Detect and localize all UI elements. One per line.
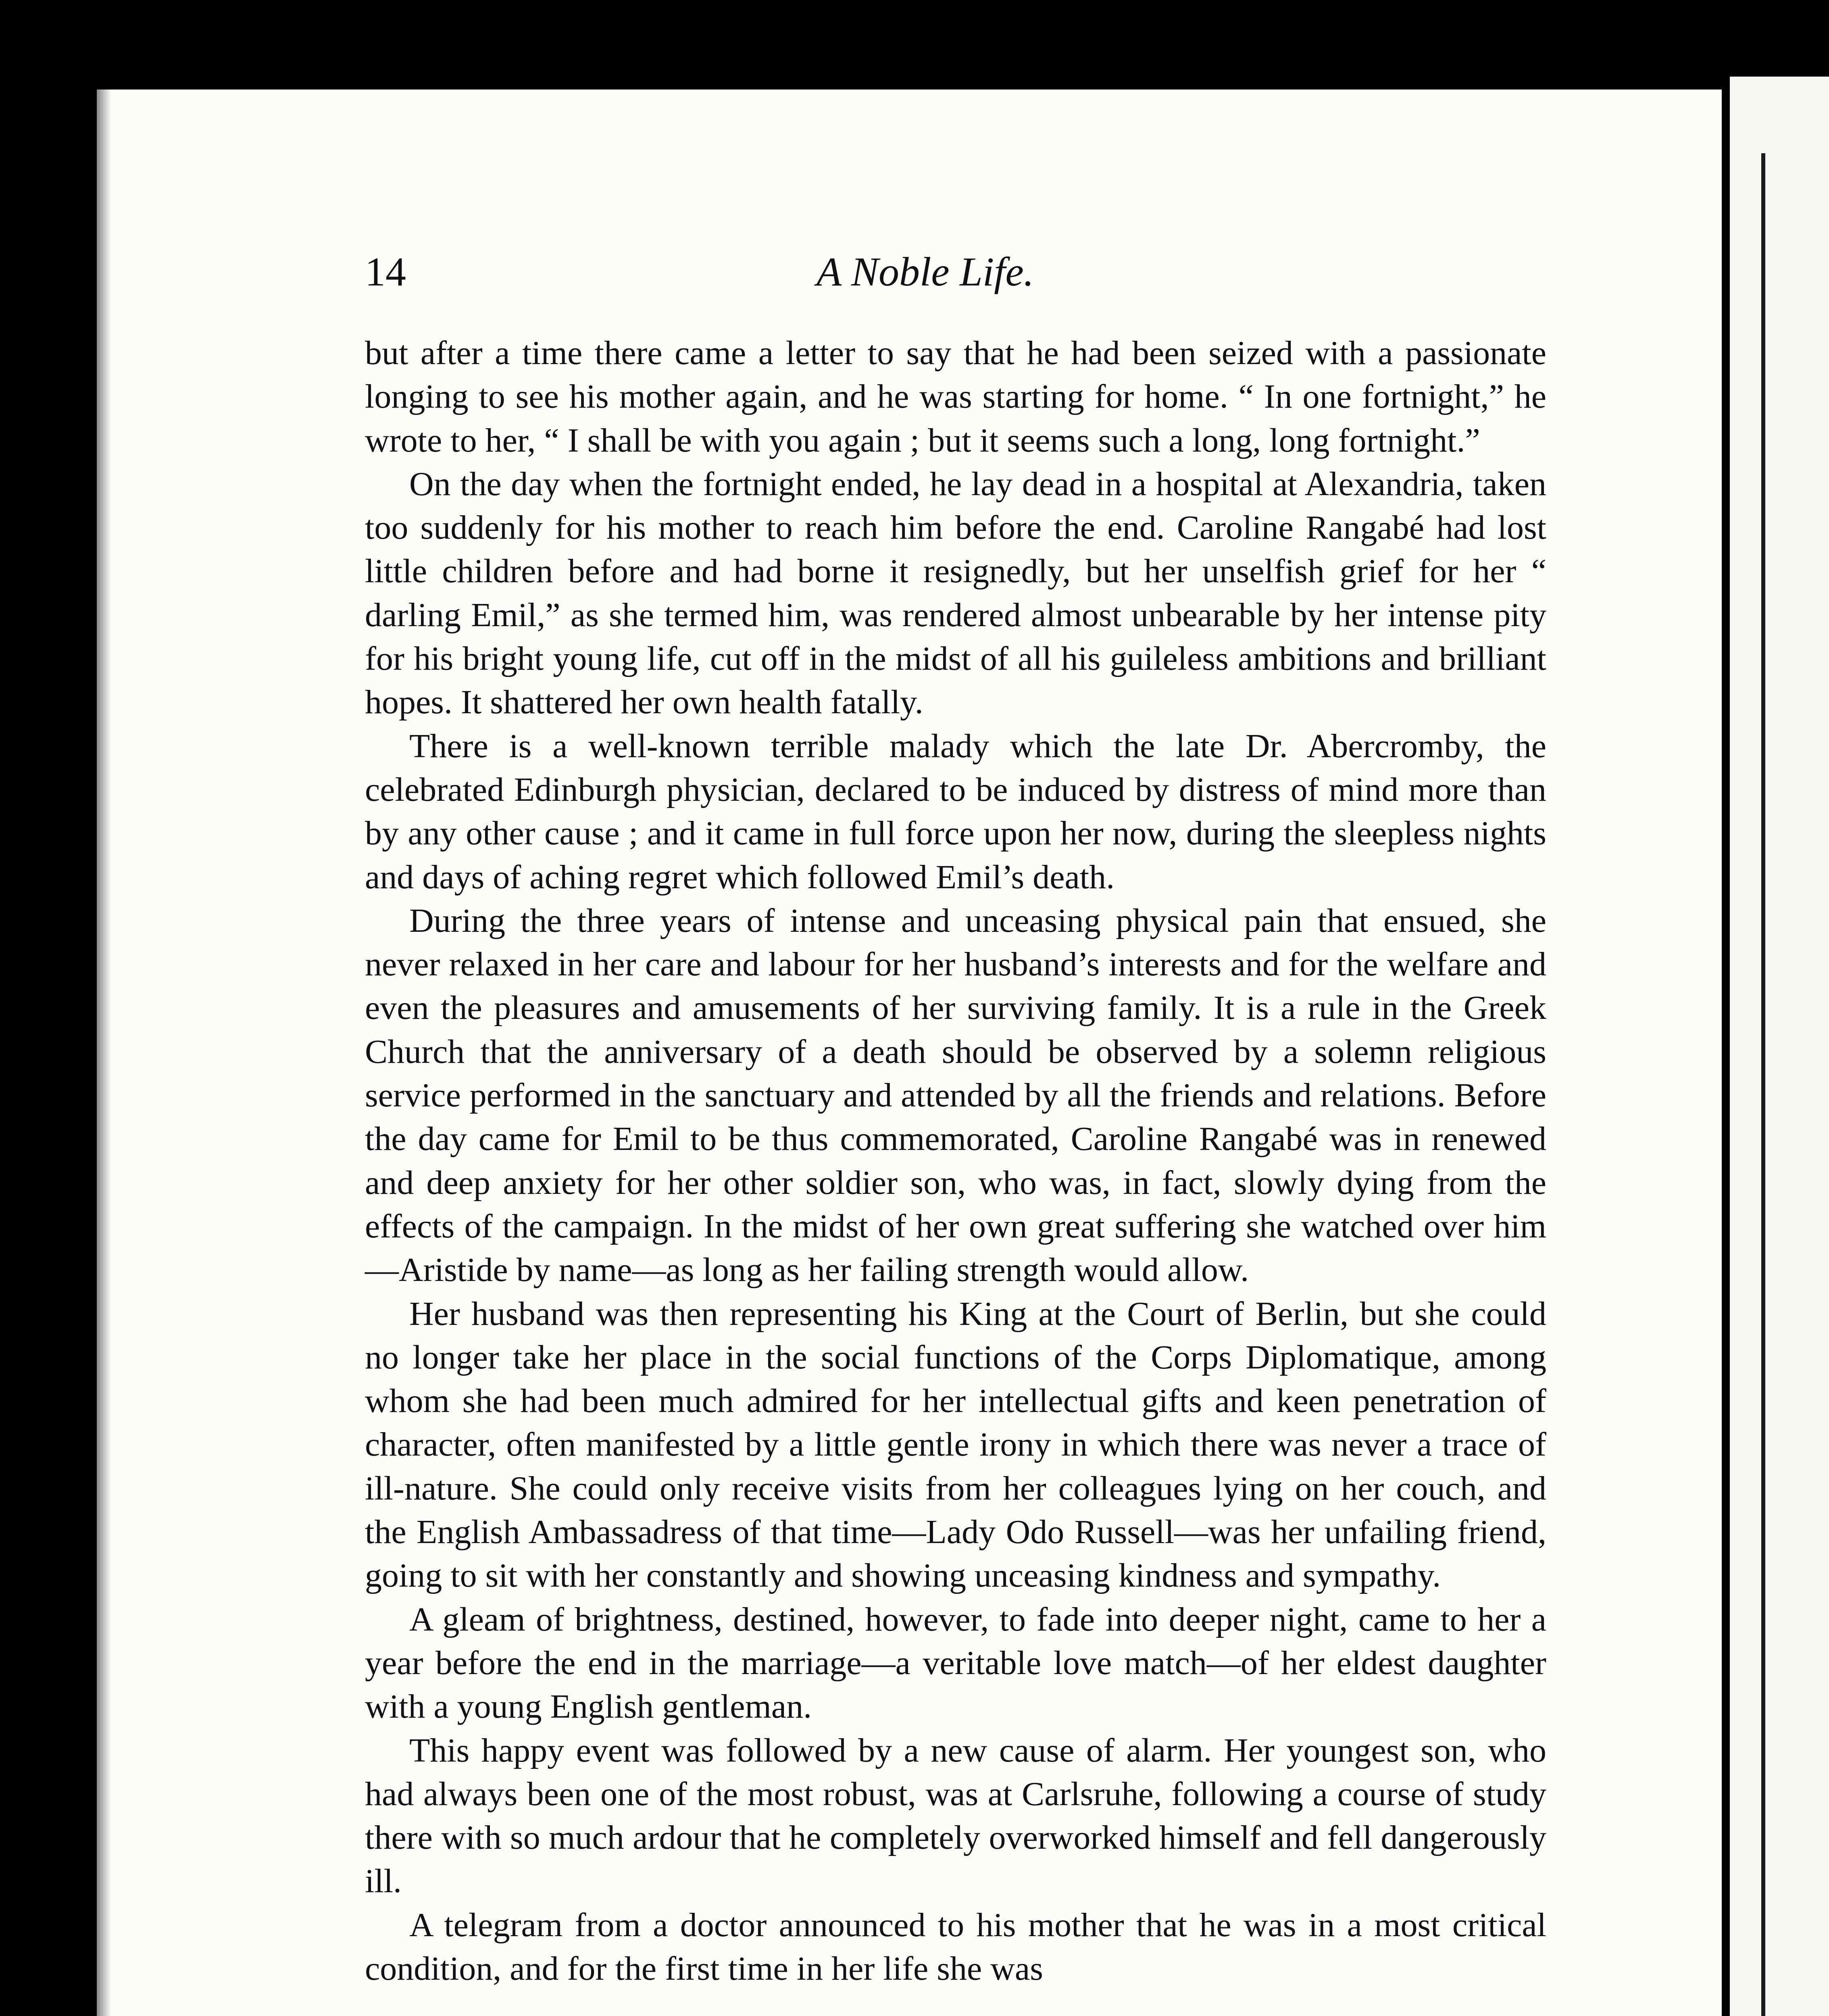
running-head: A Noble Life. bbox=[817, 249, 1034, 295]
paragraph: A telegram from a doctor announced to his mother that he was in a most critical condition, and for the first time in her life she was bbox=[365, 1906, 1546, 1987]
page-gutter-shadow bbox=[97, 90, 111, 2016]
paragraph: On the day when the fortnight ended, he lay dead in a hospital at Alexandria, taken too suddenly for his mother to reach him before the end. Caroline Rangabé had lost little children before and had borne it resignedly, but her unselfish grief for her “ darling Emil,” as she termed him, was rendered almost unbearable by her intense pity for his bright young life, cut off in the midst of all his guileless ambitions and brilliant hopes. It shattered her own health fatally. bbox=[365, 465, 1546, 721]
paragraph: During the three years of intense and unceasing physical pain that ensued, she never relaxed in her care and labour for her husband’s interests and for the welfare and even the pleasures and amusements of her surviving family. It is a rule in the Greek Church that the anniversary of a death should be observed by a solemn religious service performed in the sanctuary and attended by all the friends and relations. Before the day came for Emil to be thus commemorated, Caroline Rangabé was in renewed and deep anxiety for her other soldier son, who was, in fact, slowly dying from the effects of the campaign. In the midst of her own great suffering she watched over him—Aristide by name—as long as her failing strength would allow. bbox=[365, 902, 1546, 1289]
paragraph: This happy event was followed by a new cause of alarm. Her youngest son, who had always been one of the most robust, was at Carlsruhe, following a course of study there with so much ardour that he completely overworked himself and fell dangerously ill. bbox=[365, 1731, 1546, 1900]
body-text bbox=[365, 331, 1546, 2016]
page-header bbox=[365, 242, 1091, 302]
paragraph: A gleam of brightness, destined, however, to fade into deeper night, came to her a year before the end in the marriage—a veritable love match—of her eldest daughter with a young English gentleman. bbox=[365, 1600, 1546, 1726]
facing-page-binding-line bbox=[1761, 153, 1765, 2016]
page-number: 14 bbox=[365, 249, 406, 295]
facing-page-edge bbox=[1730, 77, 1829, 2016]
paragraph: but after a time there came a letter to say that he had been seized with a passionate longing to see his mother again, and he was starting for home. “ In one fortnight,” he wrote to her, “ I shall be with you again ; but it seems such a long, long fortnight.” bbox=[365, 334, 1546, 459]
paragraph: Her husband was then representing his King at the Court of Berlin, but she could no longer take her place in the social functions of the Corps Diplomatique, among whom she had been much admired for her intellectual gifts and keen penetration of character, often manifested by a little gentle irony in which there was never a trace of ill-nature. She could only receive visits from her colleagues lying on her couch, and the English Ambassadress of that time—Lady Odo Russell—was her unfailing friend, going to sit with her constantly and showing unceasing kindness and sympathy. bbox=[365, 1295, 1546, 1595]
paragraph: There is a well-known terrible malady which the late Dr. Abercromby, the celebrated Edinburgh physician, declared to be induced by distress of mind more than by any other cause ; and it came in full force upon her now, during the sleepless nights and days of aching regret which followed Emil’s death. bbox=[365, 727, 1546, 896]
